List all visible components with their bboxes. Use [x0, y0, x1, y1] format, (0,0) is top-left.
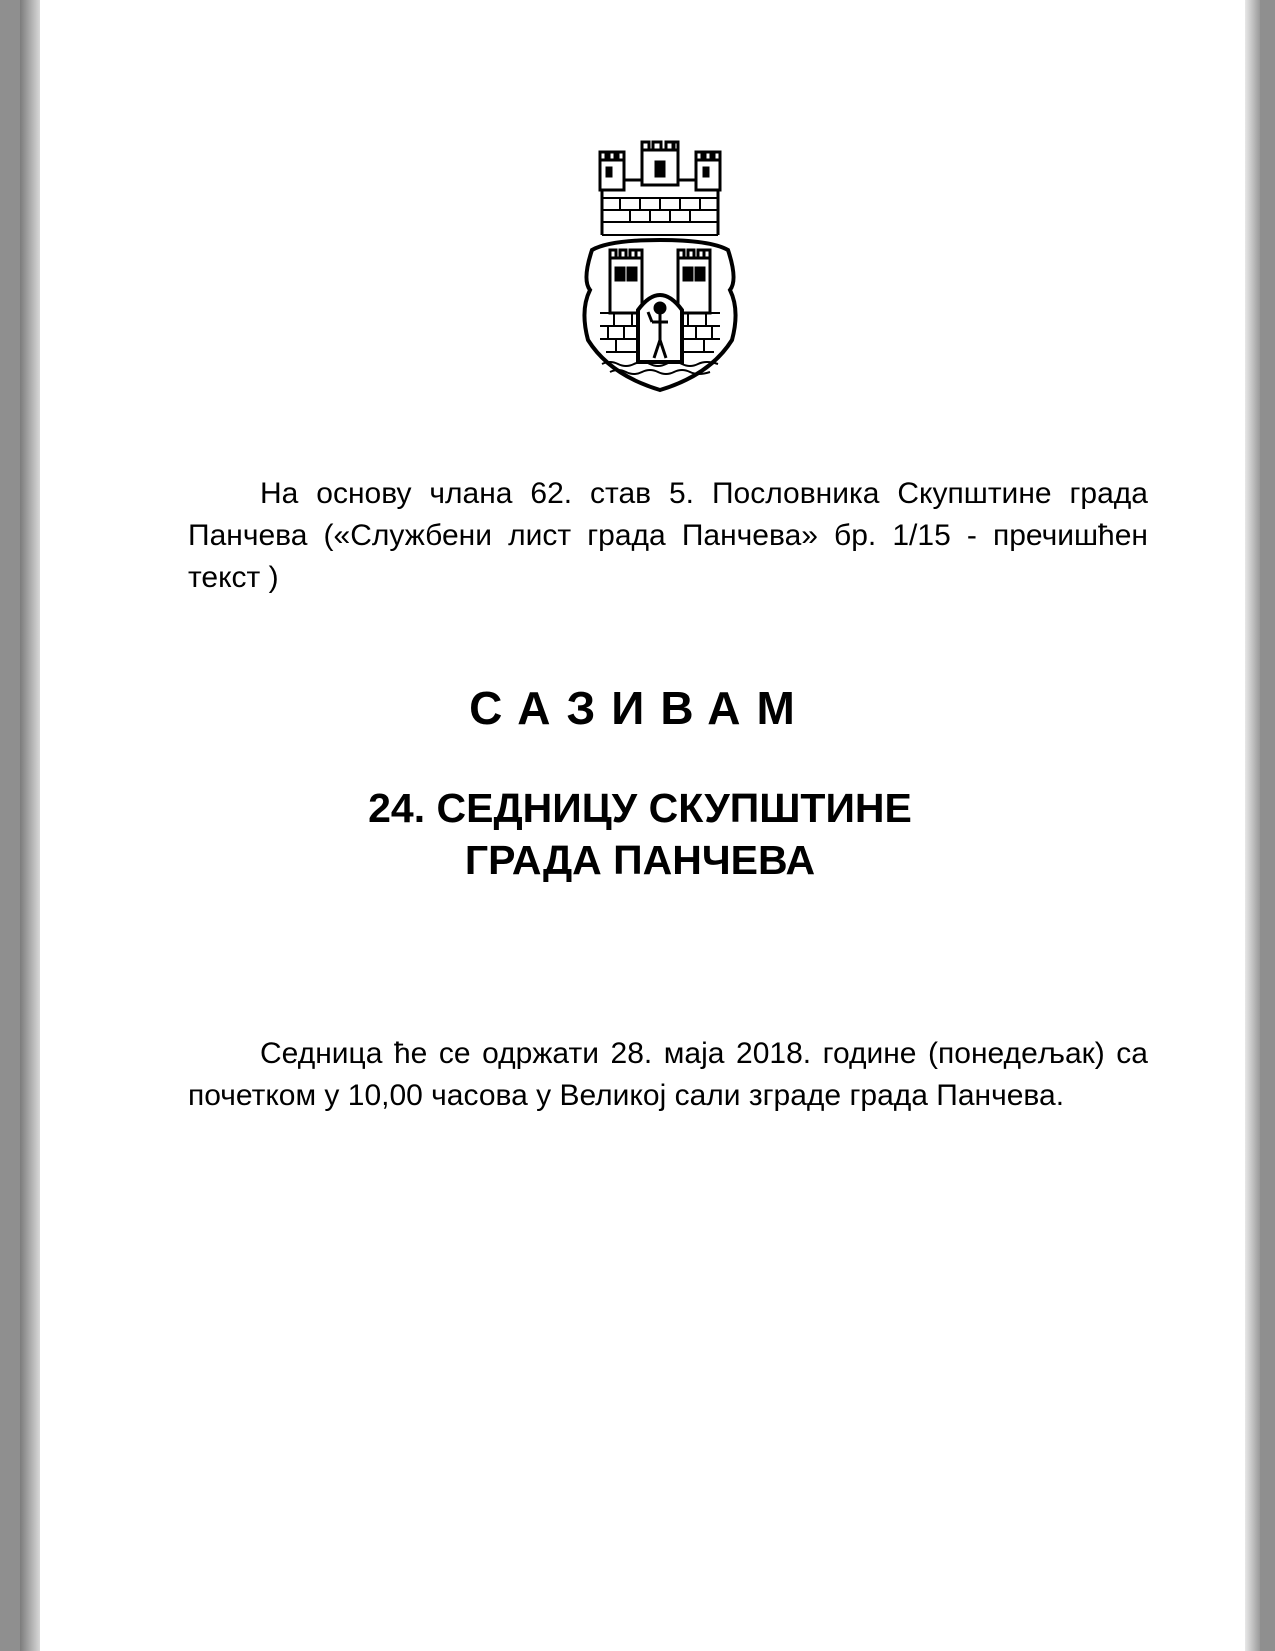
document-title: САЗИВАМ: [469, 682, 811, 734]
session-heading: [20, 782, 1260, 886]
session-heading-line-1: 24. СЕДНИЦУ СКУПШТИНЕ: [368, 785, 912, 831]
session-notice-paragraph: Седница ће се одржати 28. маја 2018. године (понедељак) са почетком у 10,00 часова у Великој сали зграде града Панчева.: [188, 1037, 1148, 1112]
session-heading-line-2: ГРАДА ПАНЧЕВА: [464, 837, 816, 883]
preamble-paragraph: На основу члана 62. став 5. Пословника Скупштине града Панчева («Службени лист града Панчева» бр. 1/15 - пречишћен текст ): [188, 477, 1148, 594]
coat-of-arms-icon: [580, 140, 740, 395]
